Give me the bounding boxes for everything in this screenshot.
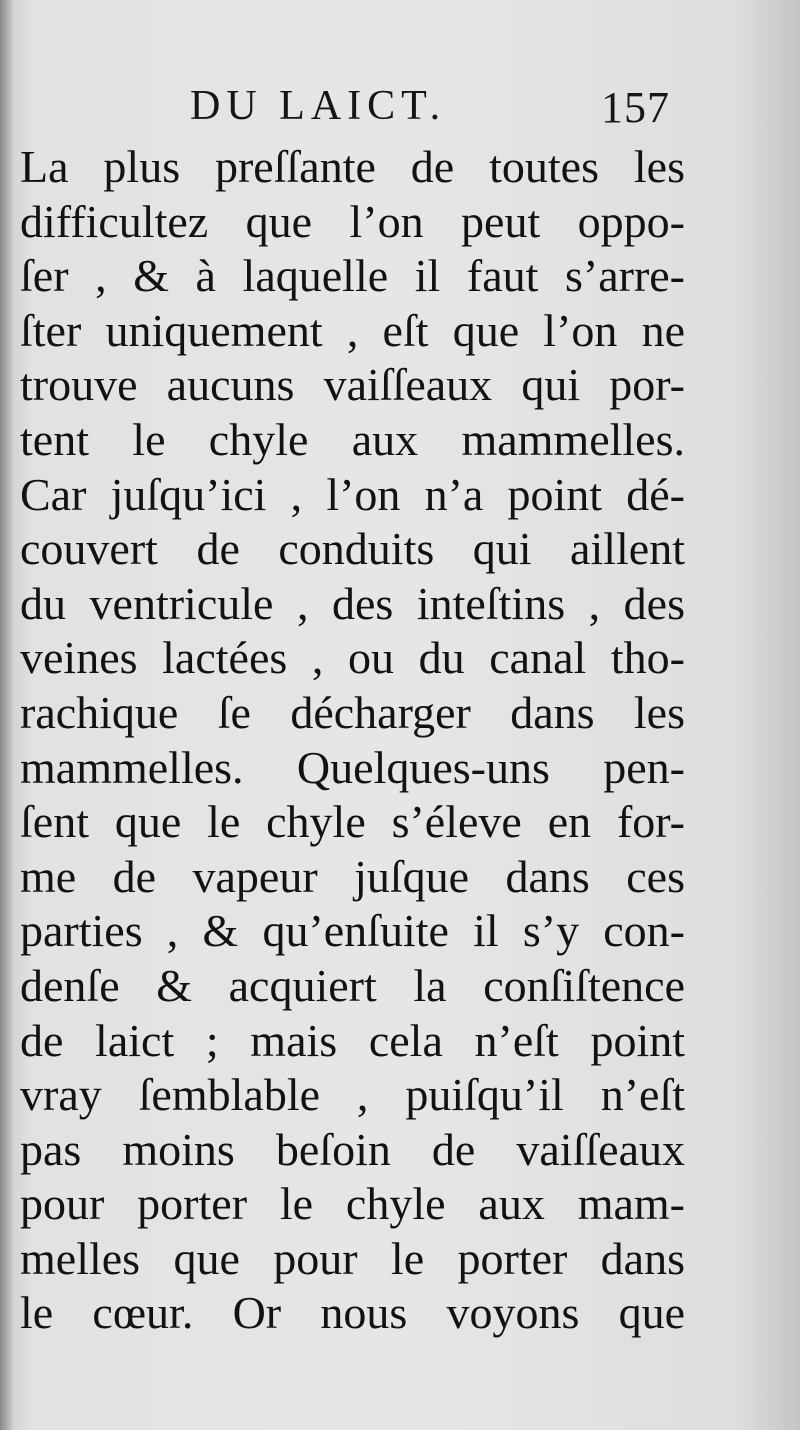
- text-line: du ventricule , des inteſtins , des: [20, 577, 685, 629]
- text-line: denſe & acquiert la conſiſtence: [20, 959, 685, 1011]
- text-line: La plus preſſante de toutes les: [20, 141, 685, 192]
- body-text: [20, 140, 685, 1341]
- text-line: melles que pour le porter dans: [20, 1232, 685, 1284]
- page-number: 157: [601, 83, 670, 132]
- text-line: pas moins beſoin de vaiſſeaux: [20, 1123, 685, 1175]
- text-line: le cœur. Or nous voyons que: [20, 1287, 685, 1339]
- text-line: difficultez que l’on peut oppo-: [20, 195, 685, 247]
- text-line: de laict ; mais cela n’eſt point: [20, 1014, 685, 1066]
- text-line: couvert de conduits qui aillent: [20, 523, 685, 575]
- text-line: parties , & qu’enſuite il s’y con-: [20, 905, 685, 957]
- text-line: me de vapeur juſque dans ces: [20, 850, 685, 902]
- text-line: veines lactées , ou du canal tho-: [20, 632, 685, 684]
- text-line: tent le chyle aux mammelles.: [20, 413, 685, 465]
- running-title: DU LAICT.: [190, 83, 447, 129]
- text-line: mammelles. Quelques-uns pen-: [20, 741, 685, 793]
- text-line: rachique ſe décharger dans les: [20, 686, 685, 738]
- text-line: pour porter le chyle aux mam-: [20, 1178, 685, 1230]
- text-line: trouve aucuns vaiſſeaux qui por-: [20, 359, 685, 411]
- page-header: [190, 82, 670, 142]
- text-line: ſter uniquement , eſt que l’on ne: [20, 304, 685, 356]
- page-gutter-shadow: [0, 0, 14, 1430]
- text-line: vray ſemblable , puiſqu’il n’eſt: [20, 1069, 685, 1121]
- text-line: ſent que le chyle s’éleve en for-: [20, 796, 685, 848]
- text-line: Car juſqu’ici , l’on n’a point dé-: [20, 468, 685, 520]
- text-line: ſer , & à laquelle il faut s’arre-: [20, 250, 685, 302]
